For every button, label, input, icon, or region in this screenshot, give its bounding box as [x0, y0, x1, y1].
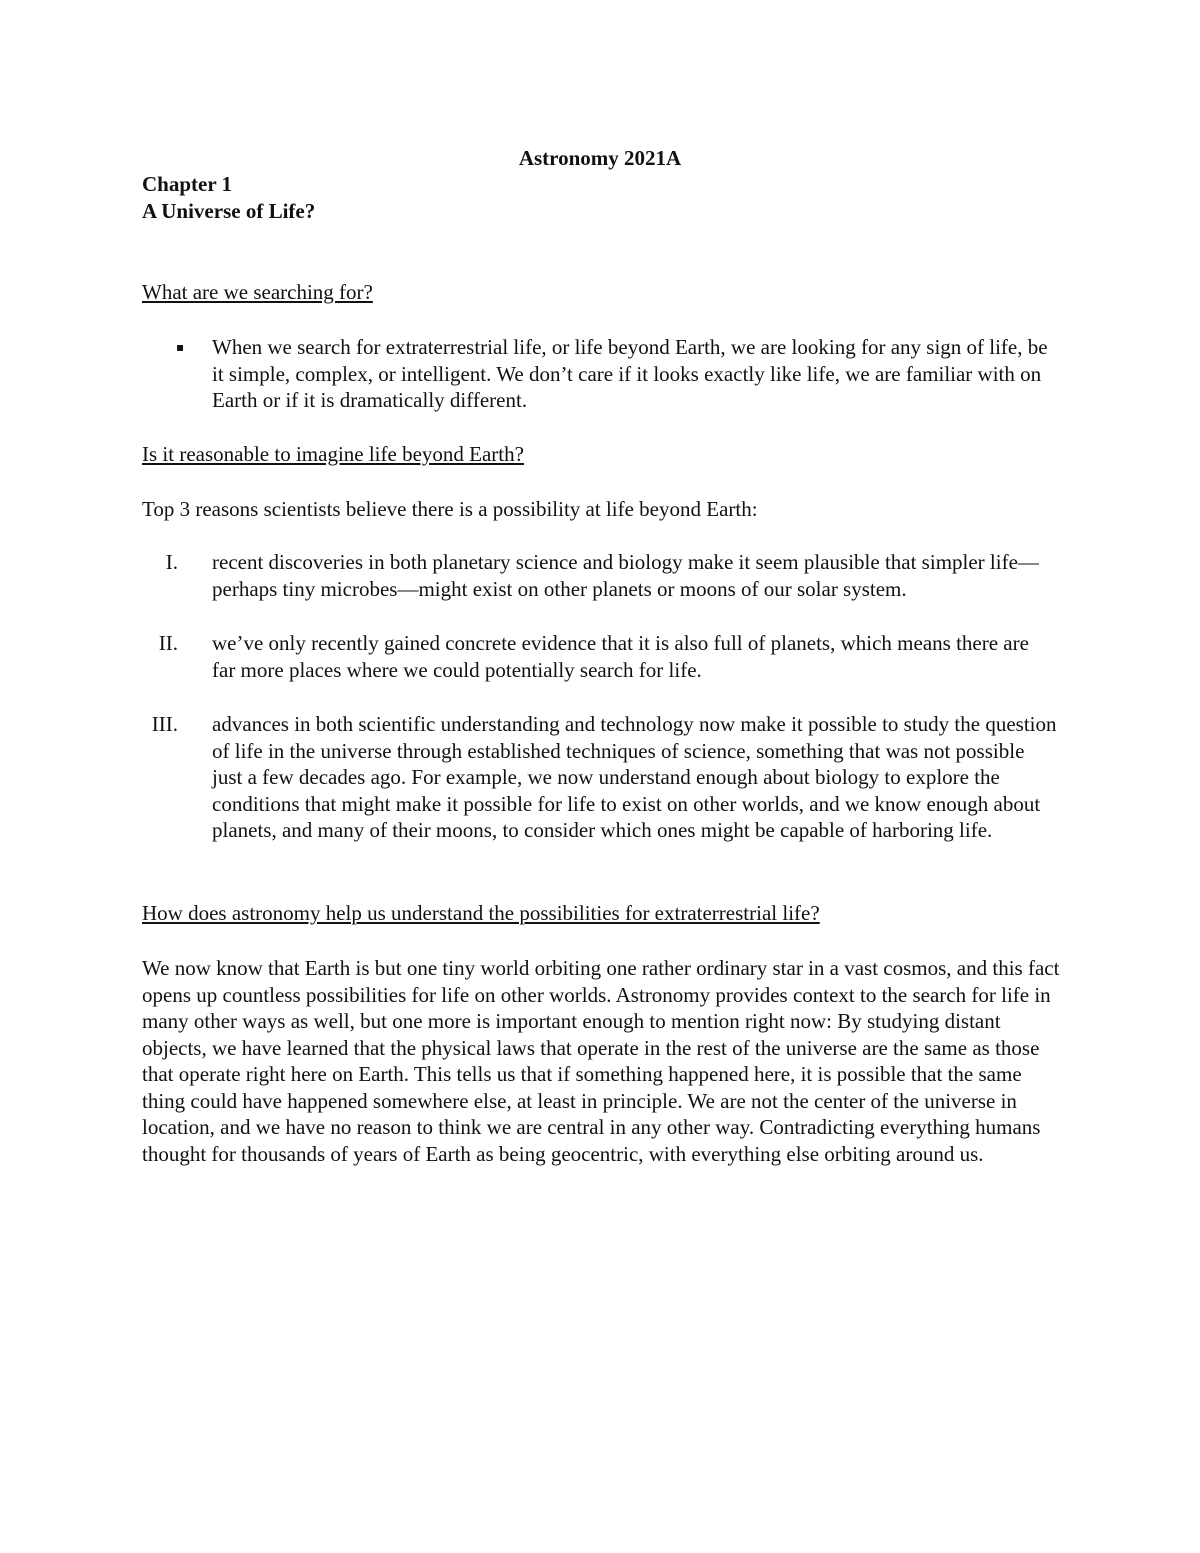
- section-heading-searching: What are we searching for?: [142, 280, 373, 304]
- reason-text: recent discoveries in both planetary science and biology make it seem plausible that simpler life—perhaps tiny microbes—might exist on other planets or moons of our solar system.: [212, 550, 1039, 601]
- reason-numeral: II.: [158, 631, 178, 655]
- bullet-text: When we search for extraterrestrial life, or life beyond Earth, we are looking for any sign of life, be it simple, complex, or intelligent. We don’t care if it looks exactly like life, we are familiar with on Earth or if it is dramatically different.: [212, 335, 1048, 412]
- reason-text: we’ve only recently gained concrete evidence that it is also full of planets, which means there are far more places where we could potentially search for life.: [212, 631, 1029, 682]
- section-heading-astronomy: How does astronomy help us understand the possibilities for extraterrestrial life?: [142, 901, 820, 925]
- square-bullet-icon: ▪: [176, 340, 185, 354]
- chapter-title: A Universe of Life?: [142, 199, 316, 223]
- document-title: Astronomy 2021A: [518, 146, 682, 170]
- reasons-intro: Top 3 reasons scientists believe there is a possibility at life beyond Earth:: [142, 497, 758, 521]
- chapter-number: Chapter 1: [142, 172, 233, 196]
- astronomy-body: We now know that Earth is but one tiny world orbiting one rather ordinary star in a vast cosmos, and this fact opens up countless possibilities for life on other worlds. Astronomy provides context to the search for life in many other ways as well, but one more is important enough to mention right now: By studying distant objects, we have learned that the physical laws that operate in the rest of the universe are the same as those that operate right here on Earth. This tells us that if something happened here, it is possible that the same thing could have happened somewhere else, at least in principle. We are not the center of the universe in location, and we have no reason to think we are central in any other way. Contradicting everything humans thought for thousands of years of Earth as being geocentric, with everything else orbiting around us.: [142, 956, 1060, 1166]
- reason-text: advances in both scientific understanding and technology now make it possible to study the question of life in the universe through established techniques of science, something that was not possible just a few decades ago. For example, we now understand enough about biology to explore the conditions that might make it possible for life to exist on other worlds, and we know enough about planets, and many of their moons, to consider which ones might be capable of harboring life.: [212, 712, 1057, 842]
- reason-numeral: III.: [151, 712, 178, 736]
- reason-numeral: I.: [165, 550, 178, 574]
- section-heading-reasonable: Is it reasonable to imagine life beyond Earth?: [142, 442, 524, 466]
